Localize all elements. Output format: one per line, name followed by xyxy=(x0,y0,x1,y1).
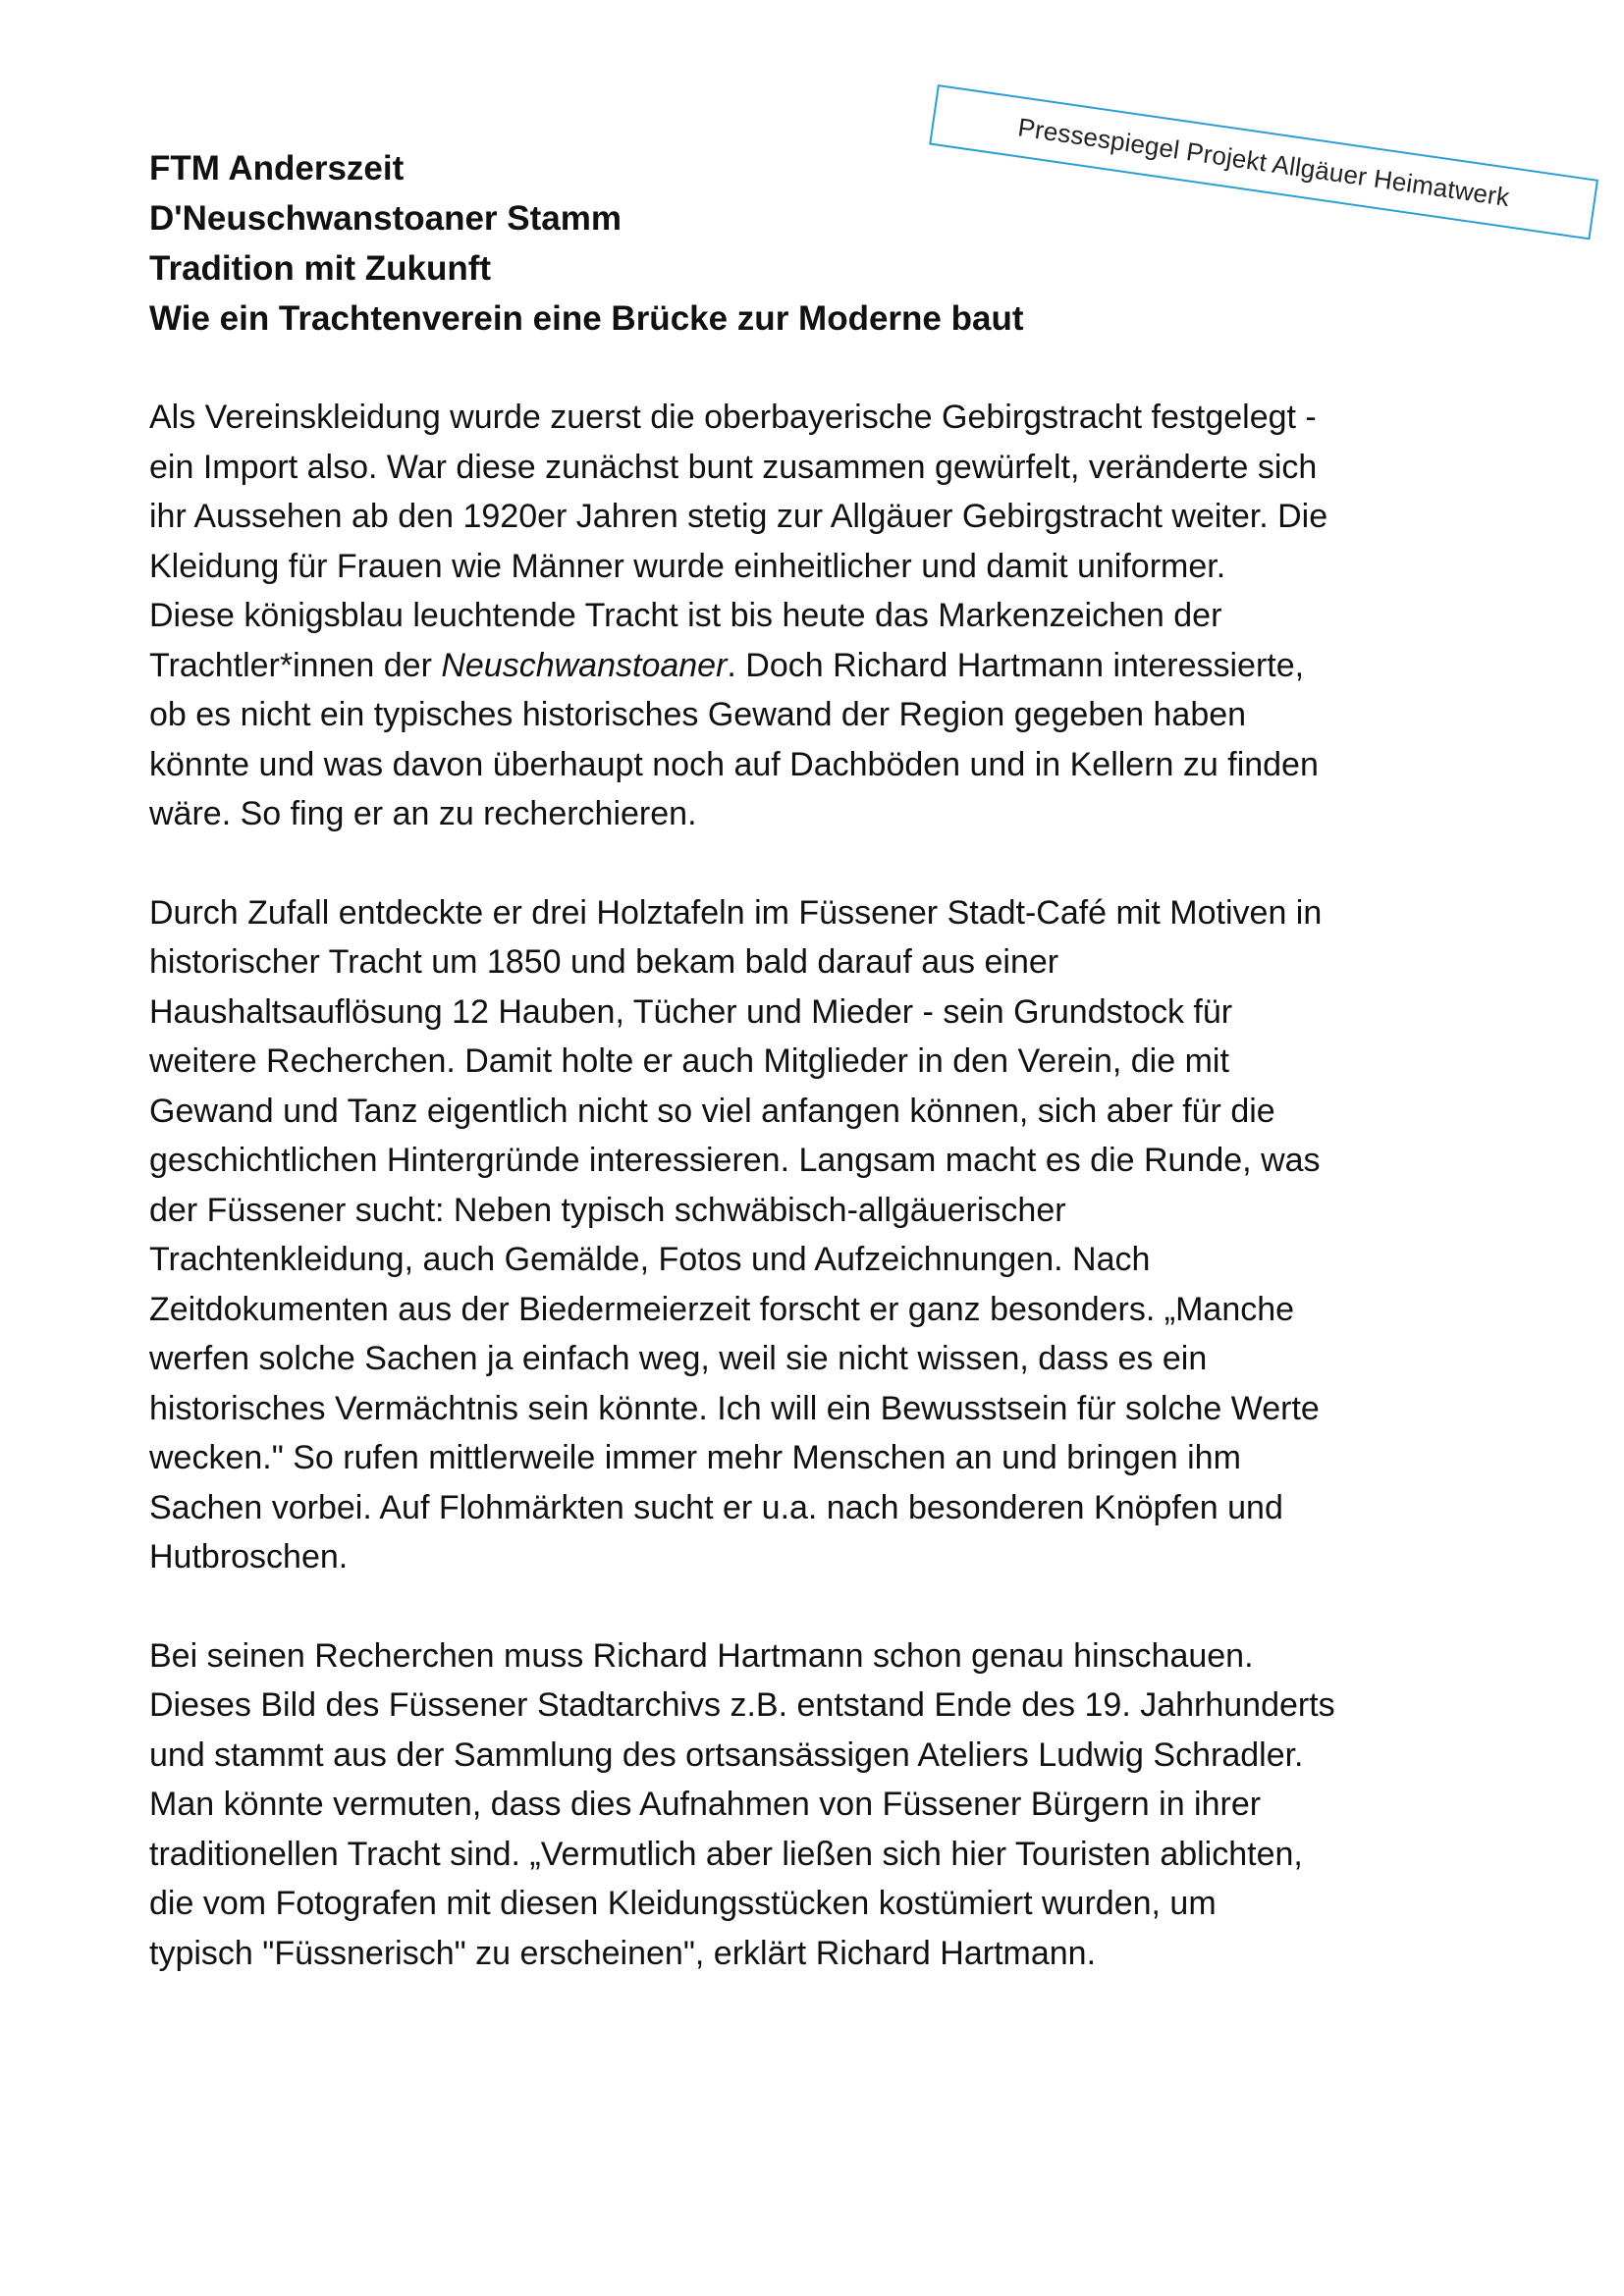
text-line: Man könnte vermuten, dass dies Aufnahmen von Füssener Bürgern in ihrer xyxy=(149,1786,1262,1823)
article xyxy=(149,143,1494,1978)
text-line: Hutbroschen. xyxy=(149,1538,349,1575)
text-line: der Füssener sucht: Neben typisch schwäbisch-allgäuerischer xyxy=(149,1191,1066,1229)
text-line: Dieses Bild des Füssener Stadtarchivs z.B. entstand Ende des 19. Jahrhunderts xyxy=(149,1686,1335,1724)
text-line: Kleidung für Frauen wie Männer wurde einheitlicher und damit uniformer. xyxy=(149,547,1226,585)
text-line: Sachen vorbei. Auf Flohmärkten sucht er u.a. nach besonderen Knöpfen und xyxy=(149,1488,1283,1526)
text-segment: Trachtler*innen der xyxy=(149,646,442,684)
text-line: weitere Recherchen. Damit holte er auch Mitglieder in den Verein, die mit xyxy=(149,1042,1229,1080)
italic-club-name: Neuschwanstoaner xyxy=(441,646,728,684)
heading-title: Tradition mit Zukunft xyxy=(149,249,492,288)
text-line: werfen solche Sachen ja einfach weg, weil sie nicht wissen, dass es ein xyxy=(149,1340,1208,1377)
article-headings xyxy=(149,143,1494,344)
text-line: ob es nicht ein typisches historisches Gewand der Region gegeben haben xyxy=(149,696,1247,733)
heading-club: D'Neuschwanstoaner Stamm xyxy=(149,199,622,238)
text-line: traditionellen Tracht sind. „Vermutlich aber ließen sich hier Touristen ablichten, xyxy=(149,1835,1303,1873)
text-line: Trachtenkleidung, auch Gemälde, Fotos und Aufzeichnungen. Nach xyxy=(149,1241,1151,1278)
text-line: historisches Vermächtnis sein könnte. Ich will ein Bewusstsein für solche Werte xyxy=(149,1389,1320,1427)
text-line: Haushaltsauflösung 12 Hauben, Tücher und Mieder - sein Grundstock für xyxy=(149,992,1233,1031)
text-line: Durch Zufall entdeckte er drei Holztafeln im Füssener Stadt-Café mit Motiven in xyxy=(149,893,1323,932)
text-line: Als Vereinskleidung wurde zuerst die oberbayerische Gebirgstracht festgelegt - xyxy=(149,399,1317,436)
stamp-text: Pressespiegel Projekt Allgäuer Heimatwerk xyxy=(1015,111,1512,212)
paragraph-3 xyxy=(149,1631,1494,1979)
heading-subtitle: Wie ein Trachtenverein eine Brücke zur Moderne baut xyxy=(149,299,1024,338)
text-line: und stammt aus der Sammlung des ortsansässigen Ateliers Ludwig Schradler. xyxy=(149,1735,1304,1774)
text-segment: . Doch Richard Hartmann interessierte, xyxy=(727,646,1305,684)
text-line: ein Import also. War diese zunächst bunt zusammen gewürfelt, veränderte sich xyxy=(149,448,1318,486)
text-line: wecken." So rufen mittlerweile immer mehr Menschen an und bringen ihm xyxy=(149,1439,1241,1476)
text-line: typisch "Füssnerisch" zu erscheinen", erklärt Richard Hartmann. xyxy=(149,1934,1097,1972)
paragraph-2 xyxy=(149,888,1494,1582)
text-line: die vom Fotografen mit diesen Kleidungsstücken kostümiert wurden, um xyxy=(149,1885,1217,1922)
text-line-with-italic xyxy=(149,641,1494,691)
text-line: ihr Aussehen ab den 1920er Jahren stetig zur Allgäuer Gebirgstracht weiter. Die xyxy=(149,498,1328,535)
text-line: Diese königsblau leuchtende Tracht ist bis heute das Markenzeichen der xyxy=(149,597,1222,634)
heading-program: FTM Anderszeit xyxy=(149,149,405,187)
text-line: wäre. So fing er an zu recherchieren. xyxy=(149,795,697,832)
paragraph-1 xyxy=(149,393,1494,839)
text-line: geschichtlichen Hintergründe interessieren. Langsam macht es die Runde, was xyxy=(149,1142,1321,1179)
text-line: Zeitdokumenten aus der Biedermeierzeit forscht er ganz besonders. „Manche xyxy=(149,1290,1295,1328)
text-line: historischer Tracht um 1850 und bekam bald darauf aus einer xyxy=(149,943,1059,981)
text-line: Bei seinen Recherchen muss Richard Hartmann schon genau hinschauen. xyxy=(149,1636,1254,1675)
text-line: könnte und was davon überhaupt noch auf Dachböden und in Kellern zu finden xyxy=(149,745,1319,783)
text-line: Gewand und Tanz eigentlich nicht so viel anfangen können, sich aber für die xyxy=(149,1092,1275,1130)
